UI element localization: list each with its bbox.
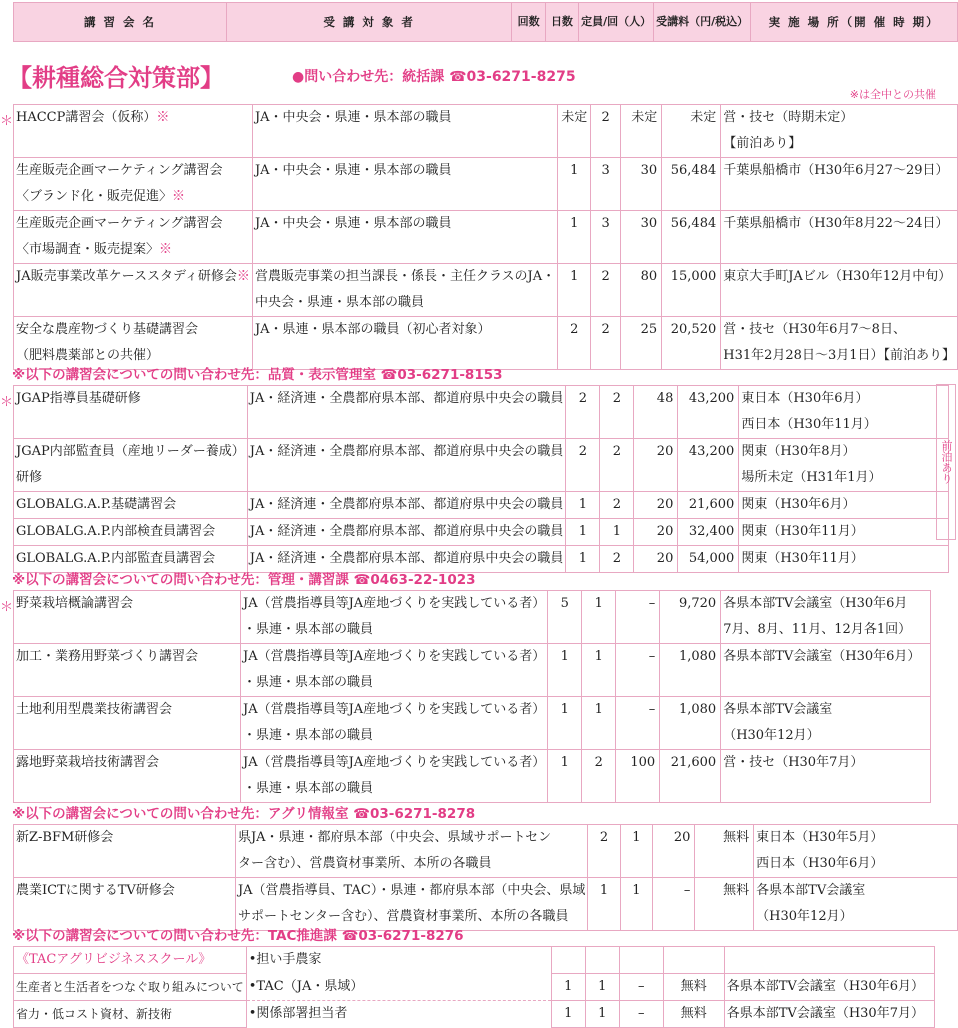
course-target (252, 317, 557, 370)
course-target (252, 105, 557, 158)
course-place-line: 西日本（H30年11月） (741, 417, 877, 432)
course-target-line: ・県連・県本部の職員 (243, 675, 374, 690)
course-target-line: JA（営農指導員、TAC）・県連・都府県本部（中央会、県域 (237, 883, 586, 898)
course-times: 未定 (558, 105, 591, 158)
table-row (14, 591, 931, 644)
course-name-line: 露地野菜栽培技術講習会 (16, 755, 160, 770)
school-name: 《TACアグリビジネススクール》 (14, 947, 247, 974)
course-name-line: GLOBALG.A.P.内部検査員講習会 (16, 524, 216, 539)
course-place (721, 644, 931, 697)
course-target-line: ・県連・県本部の職員 (243, 781, 374, 796)
course-place-line: 関東（H30年8月） (741, 444, 856, 459)
department-title: 【耕種総合対策部】 (8, 64, 224, 92)
course-target (252, 264, 557, 317)
course-place-line: 各県本部TV会議室 (723, 702, 833, 717)
course-target-line: JA・経済連・全農都府県本部、都道府県中央会の職員 (249, 524, 564, 539)
joint-mark: ※ (159, 242, 173, 257)
tac-target: •担い手農家 (246, 947, 551, 974)
course-name (14, 264, 253, 317)
course-place (739, 546, 949, 573)
course-place (739, 386, 949, 439)
section-contact: ※以下の講習会についての問い合わせ先：管理・講習課 ☎0463-22-1023 (12, 572, 476, 588)
joint-mark: ※ (236, 269, 250, 284)
table-row (14, 439, 949, 492)
course-name-line: 土地利用型農業技術講習会 (16, 702, 173, 717)
course-times: 1 (551, 974, 585, 1001)
course-name-line: 新Z-BFM研修会 (16, 830, 114, 845)
table-row (14, 492, 949, 519)
course-target-line: JA・中央会・県連・県本部の職員 (254, 216, 452, 231)
course-times: 1 (558, 158, 591, 211)
course-times: 2 (588, 825, 620, 878)
course-name (14, 386, 248, 439)
course-place (739, 519, 949, 546)
table-row (14, 158, 958, 211)
empty-cell (619, 947, 663, 974)
course-place-line: 各県本部TV会議室（H30年6月） (723, 649, 921, 664)
asterisk-mark: ＊ (0, 395, 14, 410)
course-target (241, 644, 548, 697)
course-target-line: 中央会・県連・県本部の職員 (254, 295, 424, 310)
course-name-line: 〈市場調査・販売提案〉※ (16, 242, 173, 257)
table-row (14, 697, 931, 750)
course-fee: 20,520 (662, 317, 721, 370)
table-row (14, 878, 958, 931)
course-table (13, 104, 958, 370)
course-times: 1 (548, 697, 582, 750)
course-days: 1 (585, 1001, 619, 1028)
course-name-line: 加工・業務用野菜づくり講習会 (16, 649, 199, 664)
table-row (14, 317, 958, 370)
course-target-line: JA・中央会・県連・県本部の職員 (254, 110, 452, 125)
course-fee: 未定 (662, 105, 721, 158)
course-target-line: JA・中央会・県連・県本部の職員 (254, 163, 452, 178)
course-place (754, 878, 958, 931)
course-name-line: GLOBALG.A.P.内部監査員講習会 (16, 551, 216, 566)
course-days: 1 (582, 591, 616, 644)
course-capacity: 80 (620, 264, 661, 317)
course-times: 2 (566, 386, 600, 439)
course-times: 2 (558, 317, 591, 370)
department-contact: ●問い合わせ先：統括課 ☎03-6271-8275 (292, 69, 576, 85)
course-fee: 1,080 (660, 697, 721, 750)
course-table (13, 824, 958, 931)
course-name (14, 750, 241, 803)
course-target-line: ター含む）、営農資材事業所、本所の各職員 (237, 856, 492, 871)
course-days: 3 (591, 211, 620, 264)
course-place (754, 825, 958, 878)
course-capacity: 25 (620, 317, 661, 370)
empty-cell (551, 947, 585, 974)
course-place-line: 場所未定（H31年1月） (741, 470, 882, 485)
course-name-line: JA販売事業改革ケーススタディ研修会※ (16, 269, 250, 284)
course-days: 1 (585, 974, 619, 1001)
course-place-line: 営・技セ（時期未定） (723, 110, 854, 125)
course-place-line: （H30年12月） (723, 728, 820, 743)
joint-mark: ※ (172, 189, 186, 204)
course-target-line: 県JA・県連・都府県本部（中央会、県域サポートセン (237, 830, 552, 845)
course-fee: 32,400 (678, 519, 739, 546)
header-fee: 受講料（円/税込） (654, 3, 751, 42)
course-capacity: 20 (634, 492, 678, 519)
course-capacity: – (619, 1001, 663, 1028)
course-fee: 21,600 (678, 492, 739, 519)
course-target (247, 439, 566, 492)
header-target: 受 講 対 象 者 (226, 3, 511, 42)
course-place: 各県本部TV会議室（H30年7月） (724, 1001, 934, 1028)
table-row (14, 1001, 935, 1028)
course-days: 2 (591, 264, 620, 317)
course-name (14, 591, 241, 644)
course-name-line: 〈ブランド化・販売促進〉※ (16, 189, 186, 204)
table-row (14, 211, 958, 264)
course-capacity: – (619, 974, 663, 1001)
course-times: 1 (551, 1001, 585, 1028)
course-place (739, 439, 949, 492)
course-fee: 43,200 (678, 439, 739, 492)
course-place-line: 関東（H30年11月） (741, 524, 864, 539)
course-fee: 56,484 (662, 211, 721, 264)
header-name: 講 習 会 名 (14, 3, 227, 42)
course-target-line: JA（営農指導員等JA産地づくりを実践している者） (243, 596, 546, 611)
course-name-line: 生産販売企画マーケティング講習会 (16, 216, 223, 231)
course-name (14, 439, 248, 492)
course-target-line: JA・経済連・全農都府県本部、都道府県中央会の職員 (249, 551, 564, 566)
course-name (14, 519, 248, 546)
course-days: 3 (591, 158, 620, 211)
course-name (14, 878, 236, 931)
course-name (14, 105, 253, 158)
course-days: 1 (600, 519, 634, 546)
table-row (14, 264, 958, 317)
course-days: 2 (591, 105, 620, 158)
course-place (721, 591, 931, 644)
table-row (14, 386, 949, 439)
course-capacity: 30 (620, 158, 661, 211)
course-capacity: – (653, 878, 695, 931)
course-days: 2 (600, 492, 634, 519)
course-place (721, 158, 958, 211)
course-table (13, 385, 949, 573)
course-target-line: JA・経済連・全農都府県本部、都道府県中央会の職員 (249, 444, 564, 459)
course-target-line: JA・経済連・全農都府県本部、都道府県中央会の職員 (249, 497, 564, 512)
course-place (721, 697, 931, 750)
course-place (721, 264, 958, 317)
course-capacity: 20 (634, 439, 678, 492)
empty-cell (585, 947, 619, 974)
table-row (14, 947, 935, 974)
course-days: 2 (600, 386, 634, 439)
course-days: 1 (620, 878, 652, 931)
course-name (14, 317, 253, 370)
course-target-line: JA（営農指導員等JA産地づくりを実践している者） (243, 702, 546, 717)
section-contact: ※以下の講習会についての問い合わせ先：TAC推進課 ☎03-6271-8276 (12, 928, 464, 944)
course-times: 1 (558, 264, 591, 317)
course-capacity: 48 (634, 386, 678, 439)
course-name (14, 211, 253, 264)
course-times: 1 (588, 878, 620, 931)
course-place-line: （H30年12月） (756, 909, 853, 924)
course-name: 生産者と生活者をつなぐ取り組みについて (14, 974, 247, 1001)
course-place (721, 105, 958, 158)
course-name-line: 生産販売企画マーケティング講習会 (16, 163, 223, 178)
course-target (247, 519, 566, 546)
course-place-line: 【前泊あり】 (723, 136, 802, 151)
header-days: 日数 (545, 3, 578, 42)
course-times: 5 (548, 591, 582, 644)
section-contact: ※以下の講習会についての問い合わせ先：品質・表示管理室 ☎03-6271-8153 (12, 367, 503, 383)
joint-note: ※は全中との共催 (849, 88, 936, 101)
course-fee: 15,000 (662, 264, 721, 317)
course-target (235, 825, 587, 878)
course-name-line: JGAP内部監査員（産地リーダー養成） (16, 444, 245, 459)
empty-cell (724, 947, 934, 974)
course-days: 2 (600, 546, 634, 573)
course-place-line: 東日本（H30年5月） (756, 830, 884, 845)
course-target-line: JA（営農指導員等JA産地づくりを実践している者） (243, 649, 546, 664)
course-fee: 21,600 (660, 750, 721, 803)
course-times: 1 (566, 546, 600, 573)
course-fee: 無料 (663, 974, 724, 1001)
course-fee: 54,000 (678, 546, 739, 573)
course-name-line: 研修 (16, 470, 43, 485)
course-place-line: H31年2月28日〜3月1日）【前泊あり】 (723, 348, 955, 363)
course-capacity: 20 (634, 519, 678, 546)
course-target-line: ・県連・県本部の職員 (243, 622, 374, 637)
side-note-pre-stay: 前泊あり (936, 384, 956, 540)
course-capacity: 20 (634, 546, 678, 573)
table-row (14, 750, 931, 803)
course-name: 省力・低コスト資材、新技術 (14, 1001, 247, 1028)
course-target (252, 211, 557, 264)
course-name (14, 697, 241, 750)
course-name (14, 644, 241, 697)
course-fee: 1,080 (660, 644, 721, 697)
course-days: 1 (620, 825, 652, 878)
section-contact: ※以下の講習会についての問い合わせ先：アグリ情報室 ☎03-6271-8278 (12, 806, 476, 822)
course-place (739, 492, 949, 519)
empty-cell (663, 947, 724, 974)
course-target-line: JA・経済連・全農都府県本部、都道府県中央会の職員 (249, 391, 564, 406)
course-fee: 無料 (695, 825, 754, 878)
course-name-line: JGAP指導員基礎研修 (16, 391, 141, 406)
course-place-line: 千葉県船橋市（H30年6月27〜29日） (723, 163, 949, 178)
course-target-line: 営農販売事業の担当課長・係長・主任クラスのJA・ (254, 269, 556, 284)
table-row (14, 519, 949, 546)
course-capacity: 100 (616, 750, 660, 803)
course-place-line: 営・技セ（H30年6月7〜8日、 (723, 322, 906, 337)
course-fee: 無料 (695, 878, 754, 931)
course-place-line: 各県本部TV会議室（H30年6月 (723, 596, 908, 611)
course-name-line: GLOBALG.A.P.基礎講習会 (16, 497, 177, 512)
course-name-line: 安全な農産物づくり基礎講習会 (16, 322, 199, 337)
course-times: 1 (566, 519, 600, 546)
course-target-line: JA（営農指導員等JA産地づくりを実践している者） (243, 755, 546, 770)
course-place-line: 東京大手町JAビル（H30年12月中旬） (723, 269, 952, 284)
course-times: 2 (566, 439, 600, 492)
course-fee: 無料 (663, 1001, 724, 1028)
course-name (14, 158, 253, 211)
course-target-line: ・県連・県本部の職員 (243, 728, 374, 743)
course-name-line: 農業ICTに関するTV研修会 (16, 883, 175, 898)
tac-table (13, 946, 935, 1028)
course-fee: 56,484 (662, 158, 721, 211)
course-place-line: 関東（H30年11月） (741, 551, 864, 566)
header-place: 実 施 場 所（開 催 時 期） (751, 3, 958, 42)
course-times: 1 (548, 750, 582, 803)
asterisk-mark: ＊ (0, 600, 14, 615)
course-times: 1 (566, 492, 600, 519)
course-name (14, 825, 236, 878)
course-name (14, 492, 248, 519)
course-target (241, 750, 548, 803)
course-days: 2 (582, 750, 616, 803)
tac-target: •関係部署担当者 (246, 1001, 551, 1028)
joint-mark: ※ (156, 110, 170, 125)
course-place: 各県本部TV会議室（H30年6月） (724, 974, 934, 1001)
course-times: 1 (558, 211, 591, 264)
course-target (235, 878, 587, 931)
course-target (241, 591, 548, 644)
course-place-line: 関東（H30年6月） (741, 497, 856, 512)
course-name-line: HACCP講習会（仮称）※ (16, 110, 170, 125)
table-row (14, 825, 958, 878)
course-table (13, 590, 931, 803)
course-target (241, 697, 548, 750)
course-capacity: – (616, 644, 660, 697)
course-target-line: サポートセンター含む）、営農資材事業所、本所の各職員 (237, 909, 569, 924)
course-target (247, 386, 566, 439)
course-place (721, 211, 958, 264)
course-place (721, 317, 958, 370)
course-capacity: 20 (653, 825, 695, 878)
course-name-line: （肥料農薬部との共催） (16, 348, 160, 363)
course-capacity: – (616, 591, 660, 644)
table-row (14, 105, 958, 158)
course-place-line: 東日本（H30年6月） (741, 391, 869, 406)
course-place (721, 750, 931, 803)
course-target (252, 158, 557, 211)
course-capacity: – (616, 697, 660, 750)
asterisk-mark: ＊ (0, 114, 14, 129)
course-place-line: 千葉県船橋市（H30年8月22〜24日） (723, 216, 949, 231)
course-fee: 9,720 (660, 591, 721, 644)
course-days: 2 (591, 317, 620, 370)
course-place-line: 各県本部TV会議室 (756, 883, 866, 898)
course-place-line: 7月、8月、11月、12月各1回） (723, 622, 912, 637)
course-days: 2 (600, 439, 634, 492)
course-capacity: 30 (620, 211, 661, 264)
table-row (14, 644, 931, 697)
tac-target: •TAC（JA・県域） (246, 974, 551, 1001)
header-capacity: 定員/回（人） (579, 3, 654, 42)
course-place-line: 営・技セ（H30年7月） (723, 755, 864, 770)
column-header (13, 2, 958, 42)
course-target (247, 492, 566, 519)
table-row (14, 974, 935, 1001)
course-name-line: 野菜栽培概論講習会 (16, 596, 134, 611)
course-times: 1 (548, 644, 582, 697)
course-capacity: 未定 (620, 105, 661, 158)
course-fee: 43,200 (678, 386, 739, 439)
course-days: 1 (582, 697, 616, 750)
course-target-line: JA・県連・県本部の職員（初心者対象） (254, 322, 491, 337)
course-place-line: 西日本（H30年6月） (756, 856, 884, 871)
header-times: 回数 (512, 3, 545, 42)
course-days: 1 (582, 644, 616, 697)
